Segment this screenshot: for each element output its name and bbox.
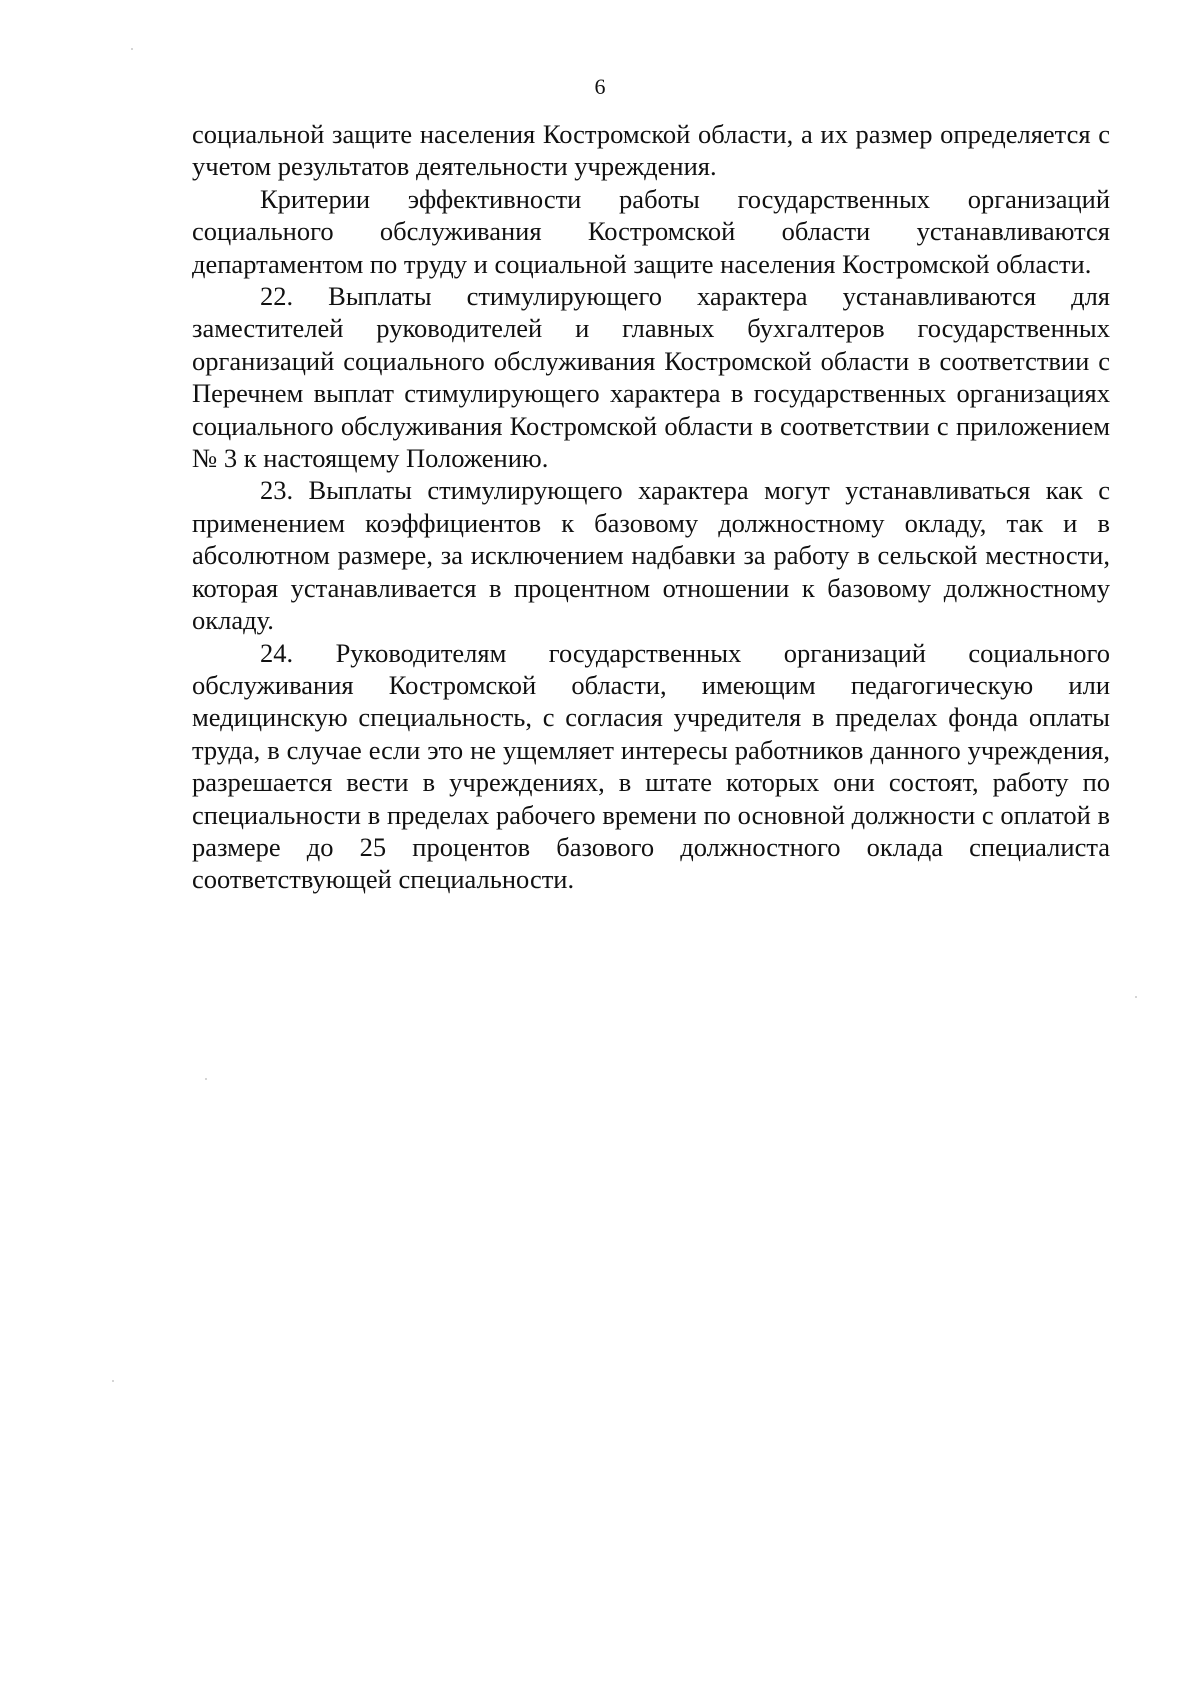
- scan-speck: [205, 1078, 207, 1080]
- scan-speck: [131, 48, 133, 50]
- paragraph-continuation: социальной защите населения Костромской области, а их размер определяется с учетом результатов деятельности учреждения.: [192, 119, 1110, 182]
- paragraph-criteria: Критерии эффективности работы государственных организаций социального обслуживания Костромской области устанавливаются департаментом по труду и социальной защите населения Костромской области.: [192, 183, 1110, 279]
- scan-speck: [112, 1380, 114, 1382]
- scan-speck: [1135, 996, 1137, 998]
- paragraph-24: 24. Руководителям государственных организаций социального обслуживания Костромской области, имеющим педагогическую или медицинскую специальность, с согласия учредителя в пределах фонда оплаты труда, в случае если это не ущемляет интересы работников данного учреждения, разрешается вести в учреждениях, в штате которых они состоят, работу по специальности в пределах рабочего времени по основной должности с оплатой в размере до 25 процентов базового должностного оклада специалиста соответствующей специальности.: [192, 637, 1110, 895]
- paragraph-23: 23. Выплаты стимулирующего характера могут устанавливаться как с применением коэффициентов к базовому должностному окладу, так и в абсолютном размере, за исключением надбавки за работу в сельской местности, которая устанавливается в процентном отношении к базовому должностному окладу.: [192, 475, 1110, 636]
- paragraph-22: 22. Выплаты стимулирующего характера устанавливаются для заместителей руководителей и главных бухгалтеров государственных организаций социального обслуживания Костромской области в соответствии с Перечнем выплат стимулирующего характера в государственных организациях социального обслуживания Костромской области в соответствии с приложением № 3 к настоящему Положению.: [192, 281, 1110, 474]
- page-number: 6: [594, 74, 606, 99]
- document-body: [192, 118, 1110, 896]
